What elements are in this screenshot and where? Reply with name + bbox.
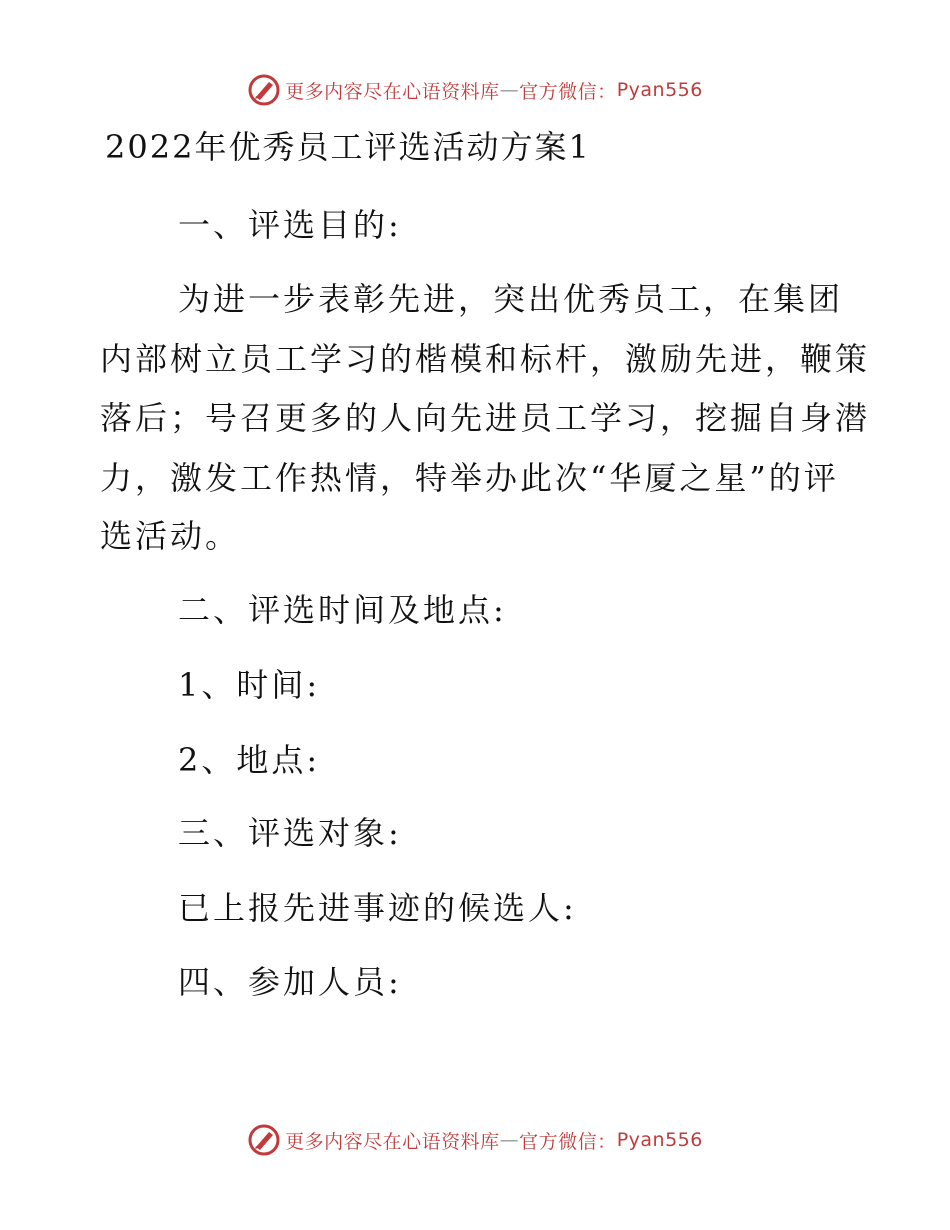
pen-seal-icon (247, 1123, 281, 1157)
banner-dash: — (499, 1129, 520, 1151)
header-banner (0, 70, 950, 110)
footer-banner (0, 1120, 950, 1160)
list-item-time: 1、时间: (178, 666, 321, 704)
paragraph-line: 选活动。 (100, 517, 241, 555)
section-heading-time-place: 二、评选时间及地点: (178, 591, 507, 629)
banner-official: 官方微信： (519, 80, 617, 103)
list-item-place: 2、地点: (178, 741, 321, 779)
paragraph-line: 内部树立员工学习的楷模和标杆，激励先进，鞭策 (100, 340, 871, 378)
section-heading-targets: 三、评选对象: (178, 814, 402, 852)
banner-wechat-id: Pyan556 (616, 79, 703, 101)
paragraph-line: 落后；号召更多的人向先进员工学习，挖掘自身潜 (100, 399, 871, 437)
banner-official: 官方微信： (519, 1130, 617, 1153)
paragraph-line: 力，激发工作热情，特举办此次“华厦之星”的评 (100, 459, 839, 497)
paragraph-line: 为进一步表彰先进，突出优秀员工，在集团 (178, 280, 844, 318)
banner-dash: — (499, 79, 520, 101)
banner-text: 更多内容尽在心语资料库 (285, 80, 500, 103)
pen-seal-icon (247, 73, 281, 107)
banner-wechat-id: Pyan556 (616, 1129, 703, 1151)
section-heading-participants: 四、参加人员: (178, 963, 402, 1001)
section-heading-purpose: 一、评选目的: (178, 206, 402, 244)
banner-text: 更多内容尽在心语资料库 (285, 1130, 500, 1153)
document-title: 2022年优秀员工评选活动方案1 (105, 128, 591, 166)
section-body-candidates: 已上报先进事迹的候选人: (178, 889, 577, 927)
